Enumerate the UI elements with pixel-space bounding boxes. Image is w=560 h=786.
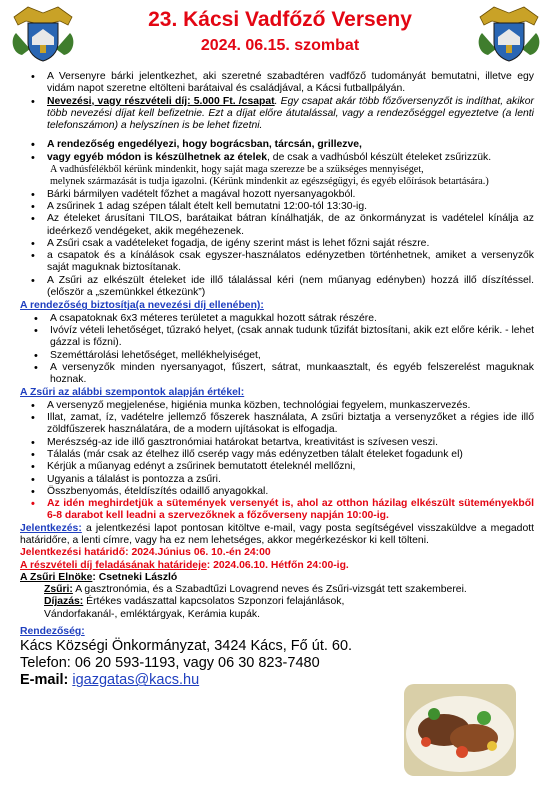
section-heading: A Zsűri az alábbi szempontok alapján értékel: [20, 387, 245, 399]
document-body [20, 71, 534, 689]
list-item: • Az ételeket árusítani TILOS, barátaikat bátran kínálhatják, de az önkormányzat is vadételel kínálja az ideérkező vendégeket, akik megéhezenek. [20, 213, 534, 238]
prizes-line1: Értékes vadászattal kapcsolatos Szponzori felajánlások, [83, 596, 345, 608]
jury-chair [20, 572, 534, 584]
criteria-list [20, 400, 534, 523]
registration-deadline: Jelentkezési határidő: 2024.Június 06. 10.-én 24:00 [20, 547, 271, 559]
prizes-line2: Vándorfakanál-, emléktárgyak, Kerámia kupák. [44, 608, 261, 620]
registration-label: Jelentkezés: [20, 522, 82, 534]
list-item: • a csapatok és a kínálások csak egyszer-használatos edényzetben történhetnek, amiket a versenyzők saját maguknak biztosítanak. [20, 250, 534, 275]
list-item: • A Zsűri csak a vadételeket fogadja, de igény szerint mást is lehet főzni saját részre. [20, 238, 534, 250]
list-item: • Bárki bármilyen vadételt főzhet a magával hozott nyersanyagokból. [20, 189, 534, 201]
jury-chair-name: : Csetneki László [92, 571, 178, 583]
note-line: melynek származását is tudja igazolni. (Kérünk mindenkit az egészségügyi, és egyéb előírások betartására.) [50, 176, 489, 188]
list-item: • A Versenyre bárki jelentkezhet, aki szeretné szabadtéren vadfőző tudományát bemutatni, illetve egy vidám napot szeretne eltölteni barátaival és családjával, a Kácsi futballpályán. [20, 71, 534, 96]
list-item: • A zsűrinek 1 adag szépen tálalt ételt kell bemutatni 12:00-tól 13:30-ig. [20, 201, 534, 213]
list-item: • Kérjük a műanyag edényt a zsűrinek bemutatott ételeknél mellőzni, [20, 461, 534, 473]
list-item: • Ugyanis a tálalást is pontozza a zsűri. [20, 474, 534, 486]
rule-rest: , de csak a vadhúsból készült ételeket zsűrizzük. [267, 151, 492, 163]
organizer-label: Rendezőség: [20, 626, 85, 638]
prizes-label: Díjazás: [44, 596, 84, 608]
list-item: • A versenyző megjelenése, higiénia munka közben, technológiai fegyelem, munkaszervezés. [20, 400, 534, 412]
list-item: • Illat, zamat, íz, vadételre jellemző főszerek használata, A zsűri biztatja a versenyzőket a régies ide illő zöldfűszerek használatára, de a modern ujításokat is elfogadja. [20, 412, 534, 437]
registration-paragraph [20, 523, 534, 548]
jury-members [20, 584, 534, 596]
list-item [20, 152, 534, 164]
rules-list [20, 139, 534, 164]
section-heading: A rendezőség biztosítja(a nevezési díj ellenében): [20, 300, 264, 312]
fee-label: Nevezési, vagy részvételi díj: 5.000 Ft. /csapat [47, 95, 275, 107]
fee-deadline-label: A részvételi díj feladásának határideje [20, 559, 207, 571]
organizer-address: Kács Községi Önkormányzat, 3424 Kács, Fő út. 60. [20, 638, 353, 655]
fee-details: . Egy csapat akár több főzőversenyzőt is indíthat, akikor több nevezési díjat kell befizetnie. Ezt a díjat előre átutalással, vagy a rendezőséggel egyeztetve (a lenti telefonszámon) a helyszínen is be lehet fizetni. [47, 95, 534, 132]
jury-members-text: A gasztronómia, és a Szabadtűzi Lovagrend neves és Zsűri-vizsgát tett szakemberei. [72, 584, 467, 596]
intro-list [20, 71, 534, 132]
list-item: • A Zsűri az elkészült ételeket ide illő tálalással kéri (nem műanyag edényben) hozzá illő díszítéssel.(először a „szemünkkel étkezünk”) [20, 275, 534, 300]
organizer-phone: Telefon: 06 20 593-1193, vagy 06 30 823-7480 [20, 655, 320, 672]
email-link[interactable]: igazgatas@kacs.hu [72, 672, 200, 689]
list-item: • A rendezőség engedélyezi, hogy bográcsban, tárcsán, grillezve, [20, 139, 534, 151]
rules-list-2 [20, 189, 534, 300]
list-item: • Tálalás (már csak az ételhez illő cserép vagy más edényzetben tálalt ételeket fogadunk el) [20, 449, 534, 461]
note-line: A vadhúsfélékből kérünk mindenkit, hogy saját maga szerezze be a szükséges mennyiséget, [50, 164, 424, 176]
rule-bold: vagy egyéb módon is készülhetnek az ételek [47, 151, 268, 163]
list-item: • A versenyzők minden nyersanyagot, fűszert, sátrat, munkaasztalt, és egyéb felszerelést maguknak hoznak. [20, 362, 534, 387]
page-title: 23. Kácsi Vadfőző Verseny [148, 8, 412, 31]
fee-deadline [20, 560, 534, 572]
list-item: • Szeméttárolási lehetőséget, mellékhelyiséget, [20, 350, 534, 362]
registration-text: a jelentkezési lapot pontosan kitöltve e-mail, vagy posta segítségével visszaküldve a megadott határidőre, a lenti címre, vagy ha ez nem lehetséges, akkor megérkezéskor ki kell tölteni. [20, 522, 534, 546]
event-date: 2024. 06.15. szombat [200, 37, 360, 54]
list-item: • Ivóvíz vételi lehetőséget, tűzrakó helyet, (csak annak tudunk tűzifát biztosítani, akik ezt előre kérik. - lehet gázzal is főzni). [20, 325, 534, 350]
food-photo [404, 684, 516, 776]
list-item: • A csapatoknak 6x3 méteres területet a magukkal hozott sátrak részére. [20, 313, 534, 325]
list-item: • Az idén meghirdetjük a sütemények versenyét is, ahol az otthon házilag elkészült süteményekből 6-8 darabot kell leadni a szervezőknek a főzőverseny napján 10:00-ig. [20, 498, 534, 523]
provided-list [20, 313, 534, 387]
list-item: • Merészség-az ide illő gasztronómiai határokat betartva, kreativitást is szívesen veszi. [20, 437, 534, 449]
email-label: E-mail: [20, 672, 73, 689]
prizes [20, 596, 534, 608]
jury-members-label: Zsűri: [44, 584, 73, 596]
jury-chair-label: A Zsűri Elnöke [20, 571, 93, 583]
fee-deadline-value: : 2024.06.10. Hétfőn 24:00-ig. [206, 559, 349, 571]
list-item: • Összbenyomás, ételdíszítés odaillő anyagokkal. [20, 486, 534, 498]
list-item [20, 96, 534, 133]
